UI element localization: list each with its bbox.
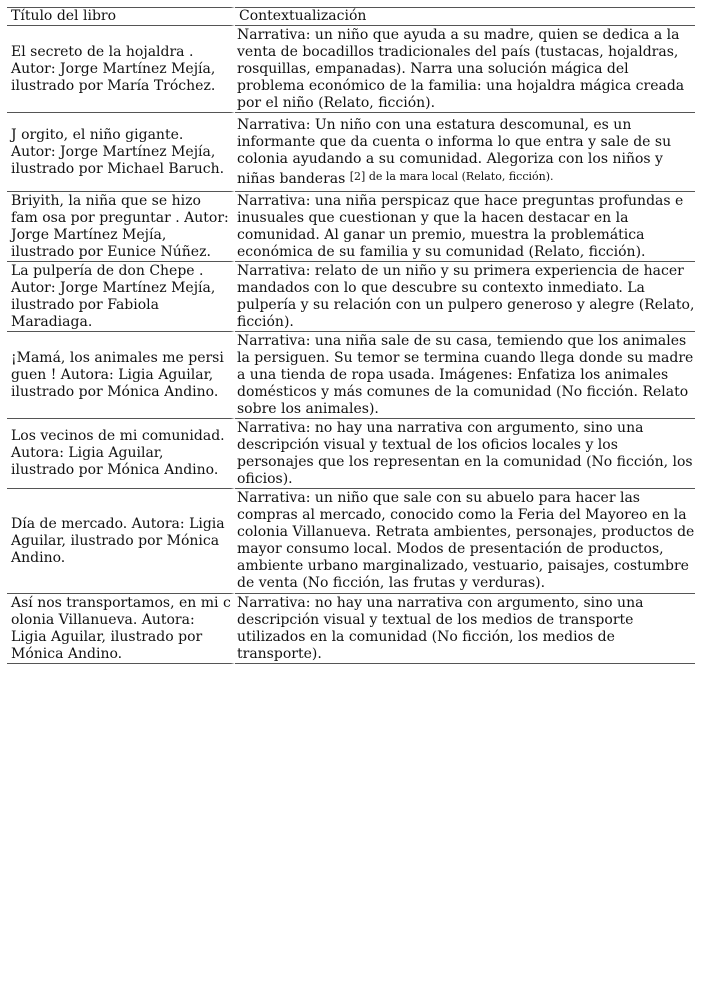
book-context-cell: Narrativa: no hay una narrativa con argumento, sino una descripción visual y textual de los medios de transporte utilizados en la comunidad (No ficción, los medios de transporte). [235,594,695,664]
table-row [7,594,695,664]
context-text: Narrativa: Un niño con una estatura descomunal, es un informante que da cuenta o informa lo que entra y sale de su colonia ayudando a su comunidad. Alegoriza con los niños y niñas banderas [237,116,672,187]
table-row [7,192,695,262]
book-context-cell [235,113,695,192]
books-table [7,7,695,664]
table-row [7,332,695,419]
footnote-reference: [2] de la mara local (Relato, ficción). [349,169,554,183]
column-header-context: Contextualización [235,7,695,26]
table-row [7,489,695,594]
table-row [7,113,695,192]
book-title-cell: El secreto de la hojaldra . Autor: Jorge Martínez Mejía, ilustrado por María Tróchez. [7,26,235,113]
book-context-cell: Narrativa: no hay una narrativa con argumento, sino una descripción visual y textual de los oficios locales y los personajes que los representan en la comunidad (No ficción, los oficios). [235,419,695,489]
book-title-cell: ¡Mamá, los animales me persi guen ! Autora: Ligia Aguilar, ilustrado por Mónica Andino. [7,332,235,419]
table-row [7,262,695,332]
table-header-row [7,7,695,26]
book-title-cell: J orgito, el niño gigante. Autor: Jorge Martínez Mejía, ilustrado por Michael Baruch. [7,113,235,192]
book-context-cell: Narrativa: un niño que ayuda a su madre, quien se dedica a la venta de bocadillos tradicionales del país (tustacas, hojaldras, rosquillas, empanadas). Narra una solución mágica del problema económico de la familia: una hojaldra mágica creada por el niño (Relato, ficción). [235,26,695,113]
book-context-cell: Narrativa: un niño que sale con su abuelo para hacer las compras al mercado, conocido como la Feria del Mayoreo en la colonia Villanueva. Retrata ambientes, personajes, productos de mayor consumo local. Modos de presentación de productos, ambiente urbano marginalizado, vestuario, paisajes, costumbre de venta (No ficción, las frutas y verduras). [235,489,695,594]
table-row [7,419,695,489]
book-title-cell: Briyith, la niña que se hizo fam osa por preguntar . Autor: Jorge Martínez Mejía, ilustrado por Eunice Núñez. [7,192,235,262]
book-context-cell: Narrativa: una niña perspicaz que hace preguntas profundas e inusuales que cuestionan y que la hacen destacar en la comunidad. Al ganar un premio, muestra la problemática económica de su familia y su comunidad (Relato, ficción). [235,192,695,262]
column-header-title: Título del libro [7,7,235,26]
book-title-cell: Los vecinos de mi comunidad. Autora: Ligia Aguilar, ilustrado por Mónica Andino. [7,419,235,489]
book-title-cell: Día de mercado. Autora: Ligia Aguilar, ilustrado por Mónica Andino. [7,489,235,594]
book-title-cell: Así nos transportamos, en mi c olonia Villanueva. Autora: Ligia Aguilar, ilustrado por Mónica Andino. [7,594,235,664]
book-context-cell: Narrativa: relato de un niño y su primera experiencia de hacer mandados con lo que descubre su contexto inmediato. La pulpería y su relación con un pulpero generoso y alegre (Relato, ficción). [235,262,695,332]
table-row [7,26,695,113]
book-context-cell: Narrativa: una niña sale de su casa, temiendo que los animales la persiguen. Su temor se termina cuando llega donde su madre a una tienda de ropa usada. Imágenes: Enfatiza los animales domésticos y más comunes de la comunidad (No ficción. Relato sobre los animales). [235,332,695,419]
book-title-cell: La pulpería de don Chepe . Autor: Jorge Martínez Mejía, ilustrado por Fabiola Maradiaga. [7,262,235,332]
